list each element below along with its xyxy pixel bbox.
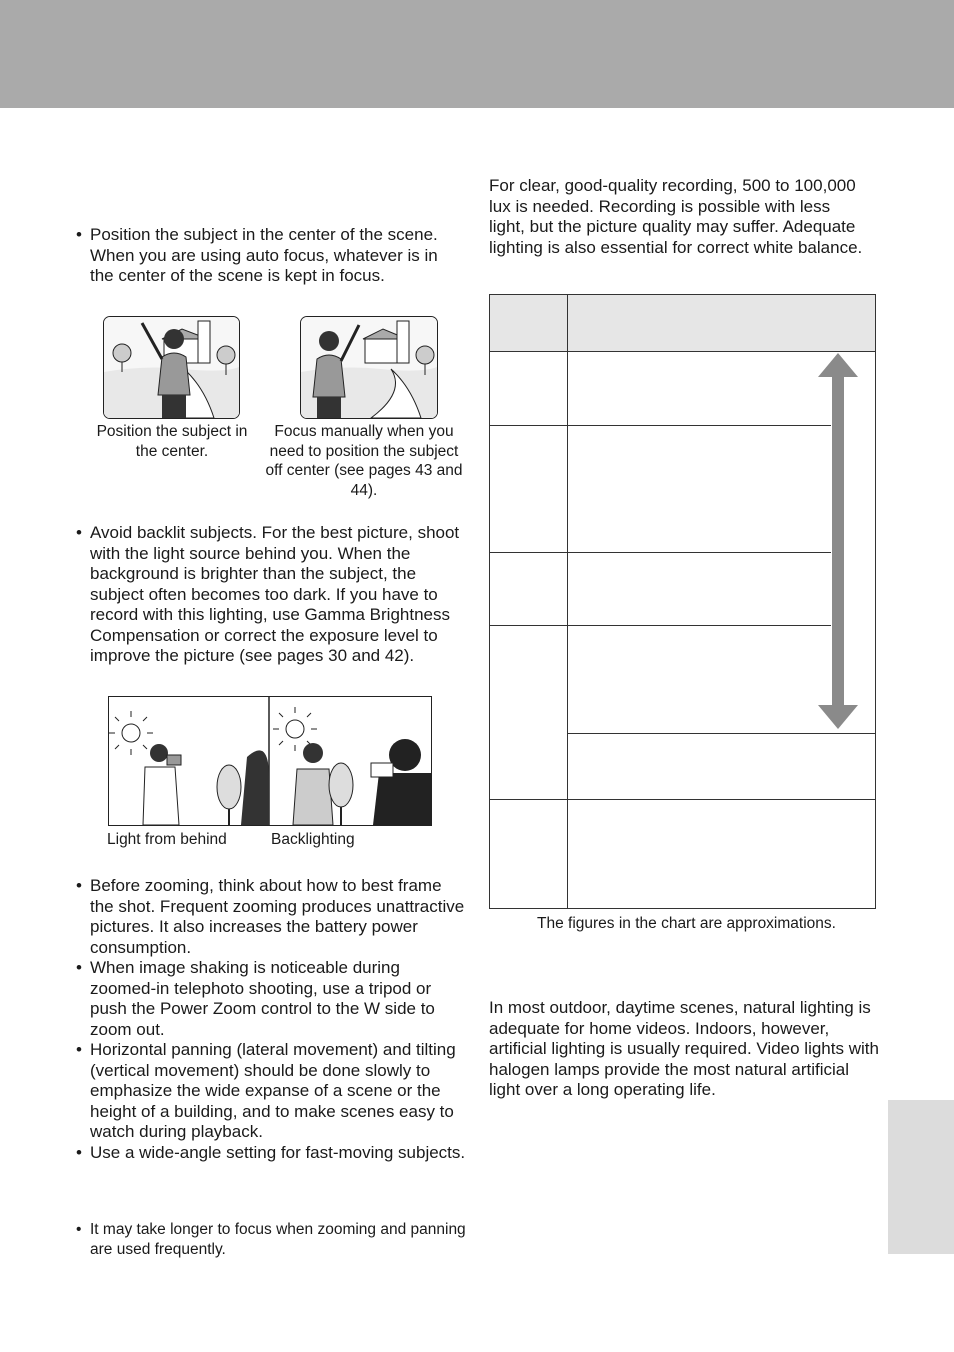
lighting-intro: For clear, good-quality recording, 500 to 100,000 lux is needed. Recording is possible with less light, but the picture quality may suffer. Adequate lighting is also essential for correct white balance. [489,176,863,257]
zoom-bullet: • Use a wide-angle setting for fast-moving subjects. [76,1143,466,1164]
illustration-subject-center [103,316,240,419]
side-tab [888,1100,954,1254]
bullet-center: • Position the subject in the center of the scene. When you are using auto focus, whatever is in the center of the scene is kept in focus. [76,225,466,287]
chart-row-divider [567,733,875,734]
chart-row-divider [490,425,831,426]
caption-backlighting: Backlighting [271,831,355,848]
zoom-bullet: • When image shaking is noticeable during zoomed-in telephoto shooting, use a tripod or push the Power Zoom control to the W side to zoom out. [76,958,466,1040]
chart-row-divider [490,799,875,800]
chart-row-divider [490,552,831,553]
chart-header-row [490,295,875,351]
chart-column-divider [567,295,568,908]
illustration-lighting-comparison [108,696,432,826]
bullet-list-center [76,225,466,287]
caption-light-from-behind: Light from behind [107,831,227,848]
note-bullet: • It may take longer to focus when zooming and panning are used frequently. [76,1220,466,1259]
bullet-backlit: • Avoid backlit subjects. For the best picture, shoot with the light source behind you. When the background is brighter than the subject, the subject often becomes too dark. If you have to record with this lighting, use Gamma Brightness Compensation or correct the exposure level to improve the picture (see pages 30 and 42). [76,523,466,667]
double-arrow-icon [816,351,860,731]
chart-row-divider [490,625,831,626]
outdoor-lighting-text: In most outdoor, daytime scenes, natural lighting is adequate for home videos. Indoors, however, artificial lighting is usually required. Video lights with halogen lamps provide the most natural artificial light over a long operating life. [489,998,879,1099]
bullet-list-backlit [76,523,466,667]
note-bullet-list [76,1220,466,1259]
zoom-bullet-list [76,876,466,1163]
caption-manual-focus: Focus manually when you need to position the subject off center (see pages 43 and 44). [265,423,463,499]
caption-center: Position the subject in the center. [96,423,248,460]
chart-note: The figures in the chart are approximations. [537,915,836,932]
zoom-bullet: • Horizontal panning (lateral movement) and tilting (vertical movement) should be done slowly to emphasize the wide expanse of a scene or the height of a building, and to make scenes easy to watch during playback. [76,1040,466,1143]
lighting-chart [489,294,876,909]
illustration-subject-off-center [300,316,438,419]
header-band [0,0,954,108]
zoom-bullet: • Before zooming, think about how to best frame the shot. Frequent zooming produces unattractive pictures. It also increases the battery power consumption. [76,876,466,958]
